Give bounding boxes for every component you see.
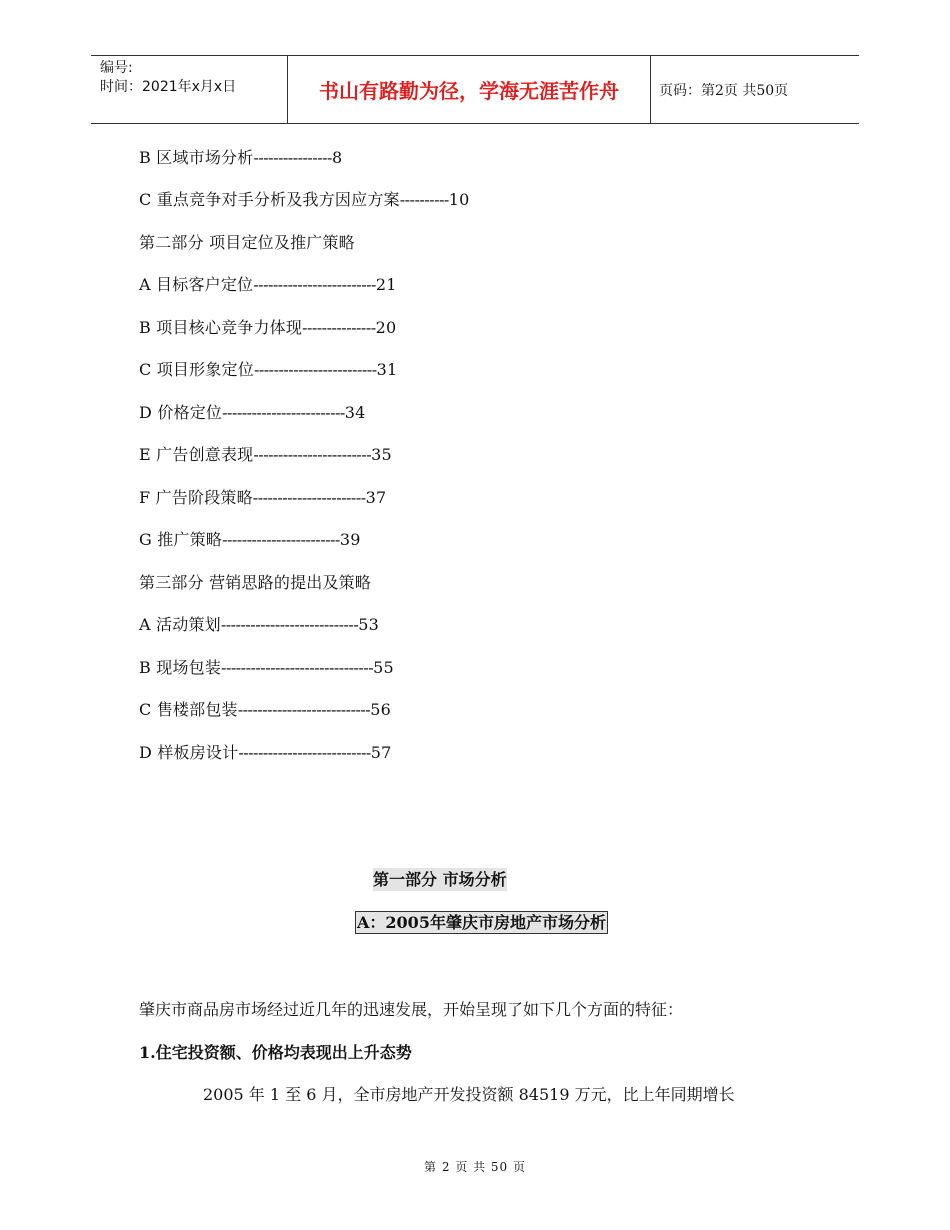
section-title-text: 第一部分 市场分析: [373, 870, 507, 889]
page-header: [91, 55, 859, 124]
toc-page: 21: [375, 275, 397, 294]
toc-leader: ----------------: [253, 148, 332, 167]
toc-entry: [139, 697, 391, 720]
toc-label: D 样板房设计: [139, 743, 239, 762]
toc-page: 53: [358, 615, 379, 634]
toc-label: D 价格定位: [139, 403, 223, 422]
toc-label: C 重点竞争对手分析及我方因应方案: [139, 190, 400, 209]
toc-entry: [139, 740, 392, 763]
toc-leader: ----------: [399, 190, 449, 209]
toc-page: 57: [370, 743, 392, 762]
toc-label: B 区域市场分析: [139, 148, 254, 167]
toc-label: 第三部分 营销思路的提出及策略: [139, 573, 372, 592]
section-subtitle: [355, 910, 608, 933]
toc-label: B 项目核心竞争力体现: [139, 318, 303, 337]
toc-page: 34: [344, 403, 366, 422]
toc-entry: [139, 527, 361, 550]
body-paragraph: 2005 年 1 至 6 月，全市房地产开发投资额 84519 万元，比上年同期增长: [203, 1085, 735, 1104]
toc-leader: ---------------: [302, 318, 376, 337]
toc-leader: -------------------------: [253, 360, 377, 379]
toc-label: C 项目形象定位: [139, 360, 254, 379]
toc-entry: [139, 315, 396, 338]
toc-page: 39: [339, 530, 361, 549]
toc-leader: ---------------------------: [237, 700, 371, 719]
toc-leader: ------------------------: [222, 530, 340, 549]
toc-page: 8: [331, 148, 343, 167]
toc-entry: [139, 485, 386, 508]
toc-page: 56: [370, 700, 391, 719]
section-subtitle-text: A：2005年肇庆市房地产市场分析: [357, 913, 606, 932]
point-heading: 1.住宅投资额、价格均表现出上升态势: [139, 1043, 412, 1062]
toc-label: B 现场包装: [139, 658, 222, 677]
motto: 书山有路勤为径，学海无涯苦作舟: [287, 56, 651, 123]
toc-label: E 广告创意表现: [139, 445, 254, 464]
toc-leader: ------------------------: [253, 445, 372, 464]
toc-label: 第二部分 项目定位及推广策略: [139, 233, 355, 252]
number-label: 编号:: [100, 60, 133, 76]
toc-entry: [139, 187, 470, 210]
toc-label: C 售楼部包装: [139, 700, 238, 719]
toc-entry: [139, 357, 397, 380]
toc-page: 31: [376, 360, 398, 379]
toc-entry: [139, 612, 379, 635]
toc-label: A 活动策划: [139, 615, 221, 634]
toc-page: 10: [448, 190, 470, 209]
toc-leader: -------------------------: [222, 403, 345, 422]
intro-paragraph: 肇庆市商品房市场经过近几年的迅速发展，开始呈现了如下几个方面的特征：: [139, 1000, 684, 1019]
toc-entry: [139, 145, 342, 168]
toc-page: 20: [375, 318, 397, 337]
toc-label: A 目标客户定位: [139, 275, 254, 294]
toc-entry: [139, 442, 392, 465]
time-label: 时间：2021年x月x日: [100, 79, 237, 95]
header-page-info: 页码：第2页 共50页: [659, 83, 789, 99]
toc-entry: [139, 655, 394, 678]
toc-label: F 广告阶段策略: [139, 488, 253, 507]
toc-page: 37: [365, 488, 387, 507]
toc-part-heading: [139, 570, 371, 593]
toc-leader: ---------------------------: [238, 743, 371, 762]
section-title: [373, 867, 507, 890]
toc-leader: -------------------------------: [221, 658, 374, 677]
toc-leader: ----------------------------: [220, 615, 359, 634]
toc-leader: -----------------------: [252, 488, 366, 507]
header-left-cell: [100, 59, 236, 97]
toc-page: 55: [373, 658, 394, 677]
toc-label: G 推广策略: [139, 530, 223, 549]
toc-entry: [139, 400, 366, 423]
toc-page: 35: [371, 445, 392, 464]
page-footer: 第 2 页 共 50 页: [424, 1160, 526, 1174]
toc-leader: -------------------------: [253, 275, 376, 294]
toc-entry: [139, 272, 397, 295]
toc-part-heading: [139, 230, 355, 253]
